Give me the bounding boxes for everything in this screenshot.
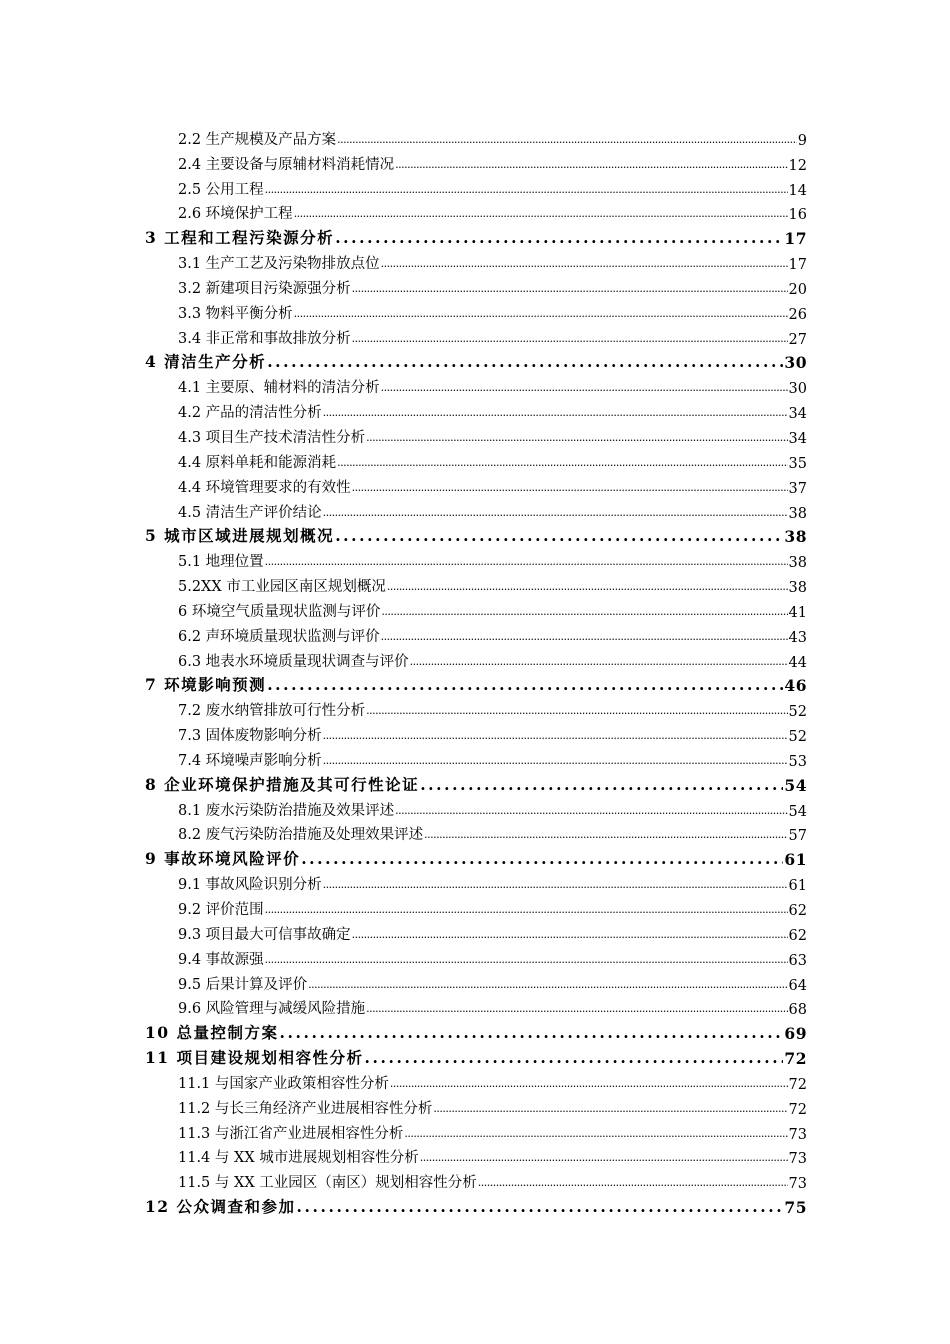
toc-dot-leader [301, 849, 783, 869]
toc-chapter-page: 54 [784, 775, 807, 795]
toc-chapter[interactable] [145, 844, 807, 869]
toc-chapter-page: 75 [784, 1198, 807, 1218]
toc-entry-title: 11.1 与国家产业政策相容性分析 [178, 1075, 389, 1092]
toc-entry[interactable] [145, 820, 807, 845]
toc-entry[interactable] [145, 298, 807, 323]
toc-entry-page: 63 [788, 952, 807, 969]
toc-entry-page: 62 [788, 903, 807, 919]
toc-entry-page: 30 [788, 381, 807, 398]
toc-entry-page: 62 [788, 927, 807, 944]
toc-entry[interactable] [145, 795, 807, 820]
toc-dot-leader [420, 1149, 788, 1167]
toc-dot-leader [381, 603, 787, 621]
toc-dot-leader [265, 553, 788, 571]
toc-dot-leader [267, 675, 783, 695]
toc-entry-title: 4.2 产品的清洁性分析 [178, 405, 322, 422]
toc-entry[interactable] [145, 1167, 807, 1192]
toc-entry-title: 2.5 公用工程 [178, 181, 264, 198]
toc-entry[interactable] [145, 869, 807, 894]
toc-entry-page: 61 [788, 878, 807, 895]
toc-entry[interactable] [145, 596, 807, 621]
toc-entry-page: 16 [788, 207, 807, 224]
toc-entry-page: 44 [788, 654, 807, 671]
toc-entry-title: 11.4 与 XX 城市进展规划相容性分析 [178, 1150, 419, 1167]
toc-entry[interactable] [145, 1143, 807, 1168]
toc-entry-page: 12 [788, 157, 807, 174]
toc-entry-title: 8.2 废气污染防治措施及处理效果评述 [178, 827, 424, 844]
toc-entry[interactable] [145, 1093, 807, 1118]
toc-entry-title: 4.3 项目生产技术清洁性分析 [178, 429, 366, 446]
toc-dot-leader [381, 255, 788, 273]
toc-chapter-title: 4 清洁生产分析 [145, 352, 267, 372]
toc-dot-leader [404, 1125, 787, 1143]
toc-entry-title: 2.6 环境保护工程 [178, 206, 293, 223]
toc-entry-page: 54 [788, 803, 807, 820]
toc-entry[interactable] [145, 323, 807, 348]
toc-dot-leader [337, 454, 787, 472]
toc-chapter[interactable] [145, 1043, 807, 1068]
toc-chapter-title: 3 工程和工程污染源分析 [145, 228, 335, 248]
toc-entry-page: 43 [788, 629, 807, 646]
toc-dot-leader [381, 628, 788, 646]
toc-entry-title: 4.4 环境管理要求的有效性 [178, 479, 351, 496]
toc-dot-leader [433, 1100, 787, 1118]
toc-entry[interactable] [145, 497, 807, 522]
toc-chapter-page: 38 [784, 527, 807, 547]
toc-entry-title: 9.3 项目最大可信事故确定 [178, 926, 351, 943]
toc-entry-title: 11.3 与浙江省产业进展相容性分析 [178, 1125, 404, 1142]
toc-entry-page: 35 [788, 455, 807, 472]
toc-dot-leader [352, 280, 788, 298]
toc-entry[interactable] [145, 894, 807, 919]
toc-chapter-title: 5 城市区域进展规划概况 [145, 526, 335, 546]
toc-entry[interactable] [145, 372, 807, 397]
toc-dot-leader [323, 752, 788, 770]
toc-dot-leader [323, 876, 788, 894]
toc-entry-title: 5.2XX 市工业园区南区规划概况 [178, 579, 386, 596]
toc-entry[interactable] [145, 745, 807, 770]
toc-entry[interactable] [145, 720, 807, 745]
toc-entry-title: 3.1 生产工艺及污染物排放点位 [178, 256, 380, 273]
toc-chapter[interactable] [145, 1192, 807, 1217]
toc-dot-leader [267, 352, 783, 372]
toc-entry-page: 38 [788, 505, 807, 522]
toc-entry-page: 72 [788, 1101, 807, 1118]
toc-dot-leader [335, 526, 783, 546]
toc-entry[interactable] [145, 969, 807, 994]
toc-entry[interactable] [145, 273, 807, 298]
toc-entry-title: 3.2 新建项目污染源强分析 [178, 280, 351, 297]
toc-chapter-page: 72 [784, 1049, 807, 1069]
toc-dot-leader [308, 976, 787, 994]
toc-entry-title: 11.2 与长三角经济产业进展相容性分析 [178, 1100, 433, 1117]
toc-entry[interactable] [145, 646, 807, 671]
toc-dot-leader [352, 926, 788, 944]
toc-entry-title: 2.4 主要设备与原辅材料消耗情况 [178, 156, 395, 173]
toc-entry[interactable] [145, 546, 807, 571]
toc-entry-page: 14 [788, 182, 807, 199]
toc-entry-page: 34 [788, 406, 807, 423]
toc-dot-leader [366, 1000, 787, 1018]
toc-entry[interactable] [145, 422, 807, 447]
toc-entry-title: 3.3 物料平衡分析 [178, 305, 293, 322]
toc-dot-leader [294, 205, 788, 223]
toc-entry-page: 26 [788, 306, 807, 323]
toc-entry-title: 9.4 事故源强 [178, 951, 264, 968]
toc-entry-page: 73 [788, 1151, 807, 1168]
toc-dot-leader [395, 802, 787, 820]
toc-entry[interactable] [145, 919, 807, 944]
toc-dot-leader [364, 1048, 783, 1068]
toc-chapter-title: 12 公众调查和参加 [145, 1197, 296, 1217]
toc-chapter[interactable] [145, 348, 807, 373]
toc-dot-leader [279, 1023, 783, 1043]
toc-entry[interactable] [145, 695, 807, 720]
toc-dot-leader [387, 578, 788, 596]
toc-entry-title: 7.4 环境噪声影响分析 [178, 752, 322, 769]
toc-chapter-page: 61 [784, 850, 807, 870]
toc-entry-page: 64 [788, 977, 807, 994]
toc-chapter-page: 46 [784, 676, 807, 696]
toc-dot-leader [390, 1075, 788, 1093]
toc-dot-leader [410, 653, 788, 671]
toc-entry-page: 52 [788, 729, 807, 746]
toc-entry-title: 4.4 原料单耗和能源消耗 [178, 454, 337, 471]
toc-entry-title: 4.5 清洁生产评价结论 [178, 504, 322, 521]
toc-entry[interactable] [145, 447, 807, 472]
toc-chapter-page: 17 [784, 229, 807, 249]
toc-entry[interactable] [145, 472, 807, 497]
toc-entry-title: 9.2 评价范围 [178, 902, 264, 918]
toc-chapter[interactable] [145, 671, 807, 696]
toc-chapter-page: 30 [784, 353, 807, 373]
toc-entry-page: 20 [788, 281, 807, 298]
toc-dot-leader [420, 775, 783, 795]
toc-dot-leader [478, 1174, 788, 1192]
toc-dot-leader [366, 702, 787, 720]
toc-dot-leader [323, 727, 788, 745]
toc-chapter-title: 7 环境影响预测 [145, 675, 267, 695]
toc-entry-page: 34 [788, 430, 807, 447]
toc-entry-title: 9.5 后果计算及评价 [178, 976, 308, 993]
toc-dot-leader [366, 429, 787, 447]
toc-entry[interactable] [145, 248, 807, 273]
toc-chapter-title: 11 项目建设规划相容性分析 [145, 1048, 364, 1068]
toc-entry-title: 11.5 与 XX 工业园区（南区）规划相容性分析 [178, 1175, 477, 1192]
toc-entry[interactable] [145, 124, 807, 149]
toc-dot-leader [335, 228, 783, 248]
toc-chapter[interactable] [145, 1018, 807, 1043]
toc-entry[interactable] [145, 199, 807, 224]
toc-entry-title: 8.1 废水污染防治措施及效果评述 [178, 802, 395, 819]
toc-entry-page: 53 [788, 753, 807, 770]
toc-entry-title: 6.2 声环境质量现状监测与评价 [178, 628, 380, 645]
toc-dot-leader [323, 404, 788, 422]
toc-entry-page: 57 [788, 828, 807, 845]
toc-entry[interactable] [145, 944, 807, 969]
toc-entry-title: 7.2 废水纳管排放可行性分析 [178, 703, 366, 720]
toc-entry-title: 6 环境空气质量现状监测与评价 [178, 603, 381, 620]
toc-entry-title: 9.1 事故风险识别分析 [178, 877, 322, 894]
toc-entry[interactable] [145, 1118, 807, 1143]
toc-dot-leader [395, 156, 787, 174]
toc-entry[interactable] [145, 397, 807, 422]
toc-entry-page: 41 [788, 604, 807, 621]
toc-dot-leader [337, 131, 797, 149]
toc-chapter[interactable] [145, 223, 807, 248]
toc-dot-leader [323, 504, 788, 522]
toc-chapter[interactable] [145, 770, 807, 795]
toc-entry-title: 5.1 地理位置 [178, 554, 264, 571]
toc-entry-page: 17 [788, 257, 807, 274]
toc-entry-page: 9 [797, 132, 807, 149]
toc-entry-page: 73 [788, 1126, 807, 1143]
toc-dot-leader [352, 330, 788, 348]
toc-dot-leader [294, 305, 788, 323]
toc-dot-leader [381, 379, 788, 397]
toc-entry-title: 4.1 主要原、辅材料的清洁分析 [178, 380, 380, 397]
toc-entry[interactable] [145, 994, 807, 1019]
table-of-contents [145, 124, 807, 1217]
toc-chapter[interactable] [145, 522, 807, 547]
toc-entry-page: 72 [788, 1076, 807, 1093]
toc-entry-page: 38 [788, 580, 807, 597]
toc-entry[interactable] [145, 174, 807, 199]
toc-entry[interactable] [145, 621, 807, 646]
toc-entry[interactable] [145, 1068, 807, 1093]
toc-dot-leader [265, 901, 788, 919]
toc-chapter-page: 69 [784, 1024, 807, 1044]
toc-entry-title: 9.6 风险管理与减缓风险措施 [178, 1001, 366, 1018]
toc-entry-page: 37 [788, 480, 807, 497]
toc-dot-leader [265, 181, 788, 199]
toc-chapter-title: 9 事故环境风险评价 [145, 849, 301, 869]
toc-entry-page: 52 [788, 704, 807, 721]
toc-dot-leader [296, 1197, 783, 1217]
toc-entry-page: 68 [788, 1002, 807, 1019]
toc-dot-leader [424, 826, 787, 844]
toc-entry-page: 27 [788, 331, 807, 348]
toc-chapter-title: 8 企业环境保护措施及其可行性论证 [145, 774, 420, 794]
toc-entry-title: 6.3 地表水环境质量现状调查与评价 [178, 653, 409, 670]
toc-entry-page: 38 [788, 555, 807, 572]
toc-entry-title: 7.3 固体废物影响分析 [178, 728, 322, 745]
toc-entry[interactable] [145, 149, 807, 174]
toc-entry-title: 2.2 生产规模及产品方案 [178, 131, 337, 148]
toc-entry-page: 73 [788, 1176, 807, 1193]
toc-entry[interactable] [145, 571, 807, 596]
toc-dot-leader [265, 951, 788, 969]
toc-chapter-title: 10 总量控制方案 [145, 1023, 279, 1043]
toc-dot-leader [352, 479, 788, 497]
toc-entry-title: 3.4 非正常和事故排放分析 [178, 330, 351, 347]
